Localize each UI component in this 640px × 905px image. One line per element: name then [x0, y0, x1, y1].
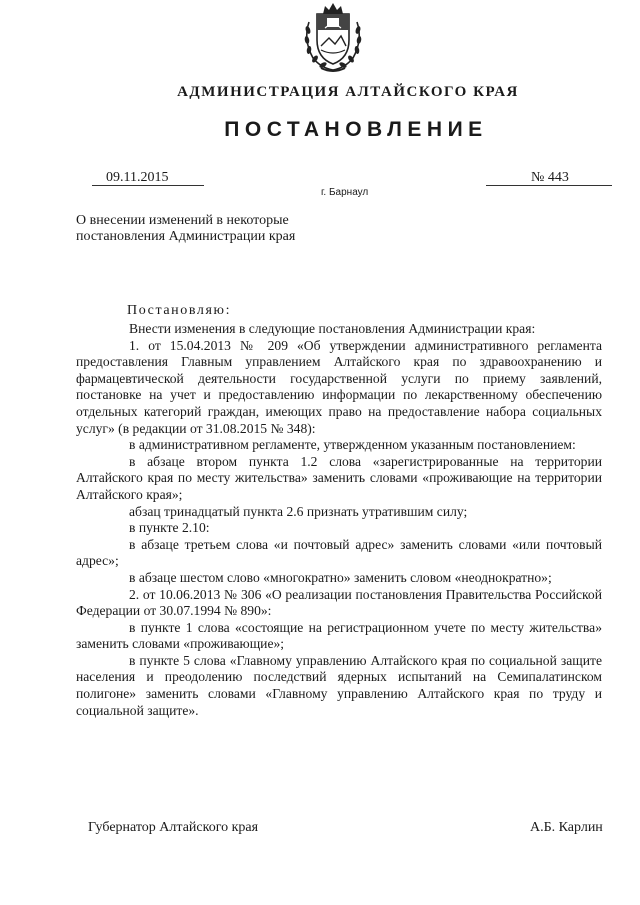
body-paragraph: абзац тринадцатый пункта 2.6 признать утратившим силу; [129, 503, 468, 519]
document-subject: О внесении изменений в некоторые постановления Администрации края [76, 213, 296, 244]
document-city: г. Барнаул [321, 187, 369, 198]
body-paragraph: Внести изменения в следующие постановления Администрации края: [129, 321, 536, 336]
body-paragraph: в пункте 1 слова «состоящие на регистрационном учете по месту жительства» заменить словами «проживающие»; [76, 619, 602, 652]
body-paragraph: в административном регламенте, утвержденном указанным постановлением: [129, 437, 576, 453]
body-paragraph: в пункте 5 слова «Главному управлению Алтайского края по социальной защите населения и преодолению последствий ядерных испытаний на Семипалатинском полигоне» заменить словами «Главному управлению Алтайского края по труду и социальной защите». [76, 652, 602, 718]
document-type: ПОСТАНОВЛЕНИЕ [224, 118, 488, 141]
altai-krai-coat-of-arms-icon [299, 0, 367, 74]
body-paragraph: в абзаце втором пункта 1.2 слова «зарегистрированные на территории Алтайского края по месту жительства» заменить словами «проживающие на территории Алтайского края»; [76, 453, 602, 502]
preamble: Постановляю: [127, 303, 232, 318]
document-date: 09.11.2015 [106, 170, 169, 185]
body-paragraph: в абзаце шестом слово «многократно» заменить словом «неоднократно»; [129, 569, 552, 585]
body-paragraph: 1. от 15.04.2013 № 209 «Об утверждении административного регламента предоставления Главным управлением Алтайского края по здравоохранению и фармацевтической деятельности государственной услуги по приему заявлений, постановке на учет и предоставлению информации по лекарственному обеспечению отдельных категорий граждан, имеющих право на предоставление набора социальных услуг» (в редакции от 31.08.2015 № 348): [76, 337, 602, 436]
organization-title: АДМИНИСТРАЦИЯ АЛТАЙСКОГО КРАЯ [177, 84, 519, 100]
signatory-title: Губернатор Алтайского края [88, 820, 259, 835]
signatory-name: А.Б. Карлин [530, 820, 603, 835]
body-paragraph: в абзаце третьем слова «и почтовый адрес» заменить словами «или почтовый адрес»; [76, 536, 602, 569]
date-underline [92, 185, 204, 186]
document-number: № 443 [531, 170, 569, 185]
body-paragraph: 2. от 10.06.2013 № 306 «О реализации постановления Правительства Российской Федерации от 30.07.1994 № 890»: [76, 586, 602, 619]
body-paragraph: в пункте 2.10: [129, 520, 210, 536]
document-body [76, 321, 602, 719]
number-underline [486, 185, 612, 186]
